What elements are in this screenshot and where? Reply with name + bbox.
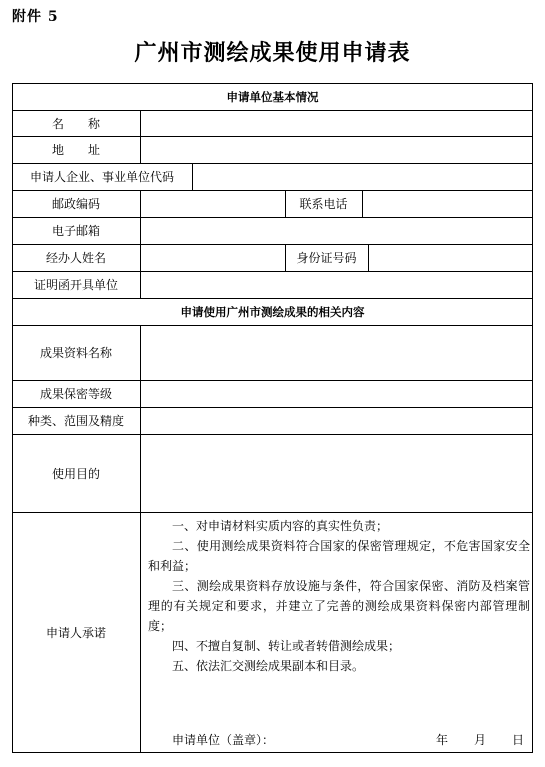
id-number-label: 身份证号码 xyxy=(296,251,357,265)
purpose-label: 使用目的 xyxy=(51,466,100,481)
scope-precision-field[interactable] xyxy=(141,408,532,434)
postcode-field[interactable] xyxy=(141,191,285,217)
date-month-label: 月 xyxy=(474,733,487,747)
attachment-label: 附件 5 xyxy=(12,9,59,25)
pledge-label: 申请人承诺 xyxy=(45,626,106,640)
postcode-label: 邮政编码 xyxy=(51,197,100,211)
date-day-label: 日 xyxy=(512,733,525,747)
section-basic-info-header: 申请单位基本情况 xyxy=(226,89,319,104)
secrecy-level-label: 成果保密等级 xyxy=(39,387,112,401)
address-label: 地 址 xyxy=(51,143,100,157)
phone-label: 联系电话 xyxy=(299,197,348,211)
pledge-item: 四、不擅自复制、转让或者转借测绘成果； xyxy=(172,639,401,653)
issuer-label: 证明函开具单位 xyxy=(33,278,118,292)
address-field[interactable] xyxy=(141,137,532,163)
name-field[interactable] xyxy=(141,111,532,136)
sign-unit-label: 申请单位（盖章）： xyxy=(172,733,275,747)
name-label: 名 称 xyxy=(51,116,100,131)
material-name-label: 成果资料名称 xyxy=(39,346,112,360)
pledge-item: 一、对申请材料实质内容的真实性负责； xyxy=(172,519,389,533)
org-code-field[interactable] xyxy=(193,164,532,190)
pledge-item: 三、测绘成果资料存放设施与条件，符合国家保密、消防及档案管理的有关规定和要求，并建立了完善的测绘成果资料保密内部管理制度； xyxy=(148,579,530,633)
phone-field[interactable] xyxy=(363,191,532,217)
date-year-label: 年 xyxy=(436,733,449,747)
org-code-label: 申请人企业、事业单位代码 xyxy=(29,170,174,184)
pledge-item: 二、使用测绘成果资料符合国家的保密管理规定，不危害国家安全和利益； xyxy=(148,539,530,573)
email-field[interactable] xyxy=(141,218,532,244)
pledge-item: 五、依法汇交测绘成果副本和目录。 xyxy=(172,659,365,673)
material-name-field[interactable] xyxy=(141,326,532,380)
secrecy-level-field[interactable] xyxy=(141,381,532,407)
handler-name-label: 经办人姓名 xyxy=(45,251,106,265)
purpose-field[interactable] xyxy=(141,435,532,512)
form-title: 广州市测绘成果使用申请表 xyxy=(134,40,411,66)
scope-precision-label: 种类、范围及精度 xyxy=(27,414,124,428)
id-number-field[interactable] xyxy=(369,245,532,271)
email-label: 电子邮箱 xyxy=(51,224,100,238)
handler-name-field[interactable] xyxy=(141,245,285,271)
issuer-field[interactable] xyxy=(141,272,532,298)
section-usage-content-header: 申请使用广州市测绘成果的相关内容 xyxy=(180,304,365,319)
pledge-text xyxy=(148,516,530,676)
